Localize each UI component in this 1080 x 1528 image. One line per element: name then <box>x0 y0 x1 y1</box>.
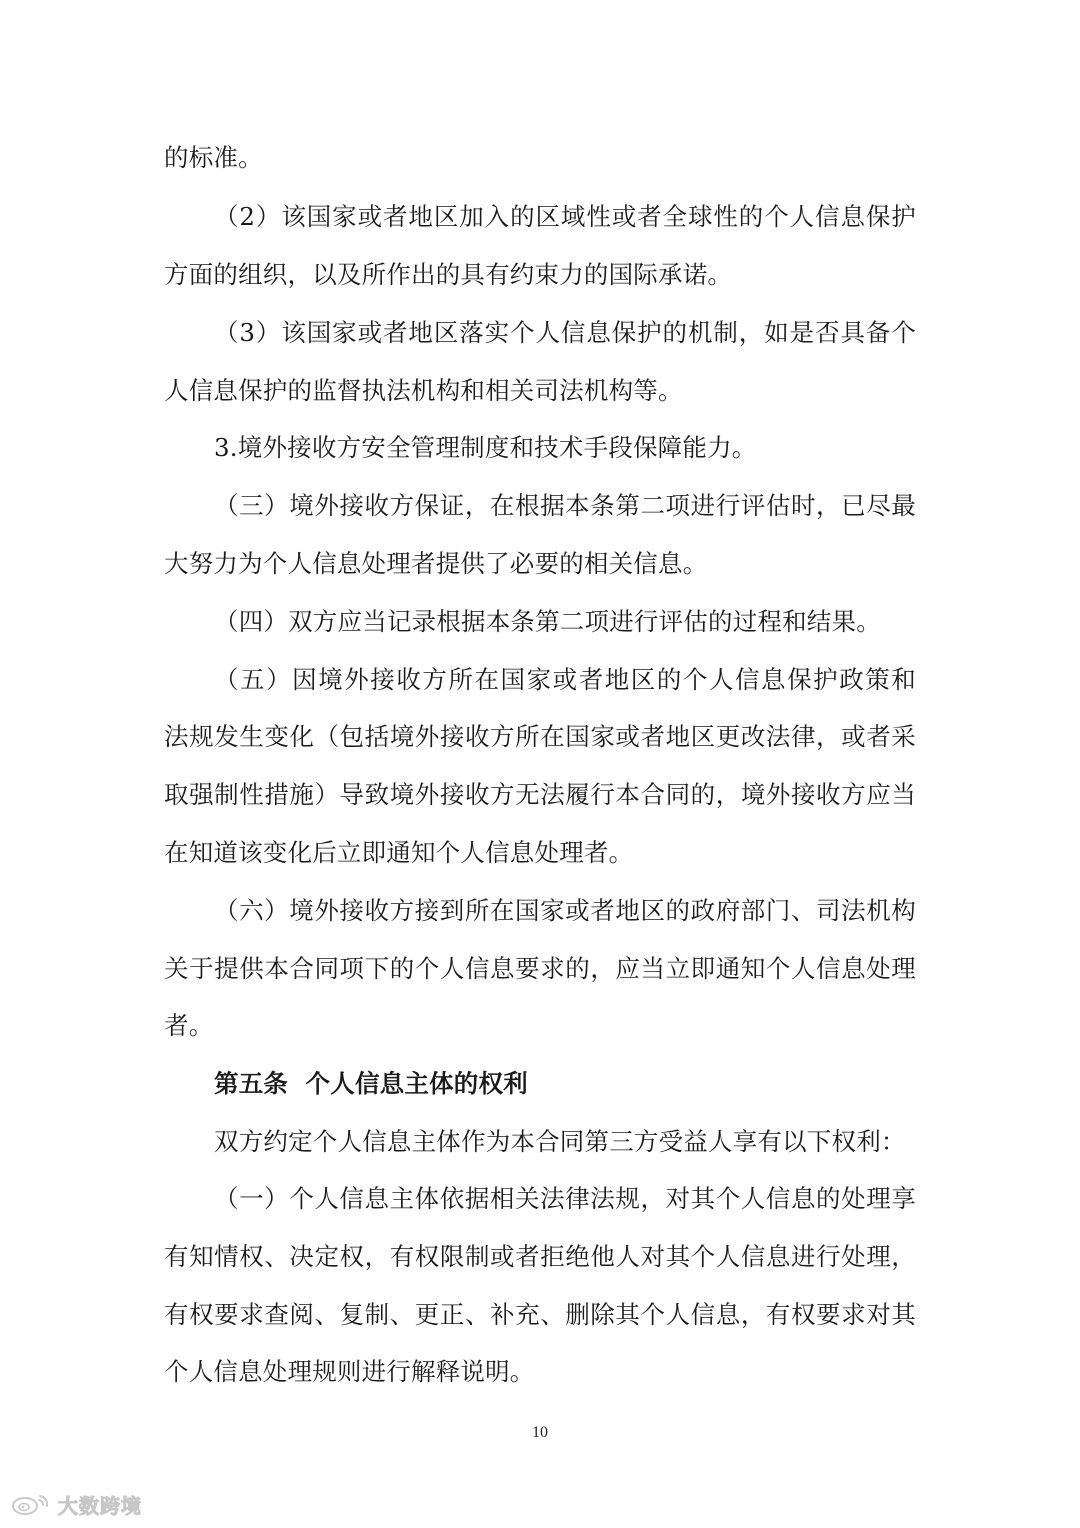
paragraph-line: （3）该国家或者地区落实个人信息保护的机制，如是否具备个 <box>214 318 916 347</box>
section-heading: 第五条 个人信息主体的权利 <box>214 1069 528 1098</box>
paragraph-line: 取强制性措施）导致境外接收方无法履行本合同的，境外接收方应当 <box>164 780 916 809</box>
paragraph-line: （三）境外接收方保证，在根据本条第二项进行评估时，已尽最 <box>214 491 916 520</box>
watermark <box>10 1488 142 1520</box>
paragraph-line: 个人信息处理规则进行解释说明。 <box>164 1357 535 1386</box>
watermark-text: 大数跨境 <box>58 1493 142 1518</box>
paragraph-line: 的标准。 <box>164 143 263 172</box>
paragraph-line: （一）个人信息主体依据相关法律法规，对其个人信息的处理享 <box>214 1184 916 1213</box>
paragraph-line: 3.境外接收方安全管理制度和技术手段保障能力。 <box>214 433 757 462</box>
paragraph-line: 在知道该变化后立即通知个人信息处理者。 <box>164 838 634 867</box>
paragraph-line: 者。 <box>164 1011 214 1040</box>
page-number: 10 <box>532 1424 548 1441</box>
weibo-logo-icon <box>10 1492 52 1516</box>
paragraph-line: 关于提供本合同项下的个人信息要求的，应当立即通知个人信息处理 <box>164 954 916 983</box>
paragraph-line: （五）因境外接收方所在国家或者地区的个人信息保护政策和 <box>214 665 916 694</box>
paragraph-line: 方面的组织，以及所作出的具有约束力的国际承诺。 <box>164 260 733 289</box>
paragraph-line: 双方约定个人信息主体作为本合同第三方受益人享有以下权利： <box>214 1127 906 1156</box>
paragraph-line: 人信息保护的监督执法机构和相关司法机构等。 <box>164 376 683 405</box>
paragraph-line: （2）该国家或者地区加入的区域性或者全球性的个人信息保护 <box>214 202 916 231</box>
paragraph-line: 有知情权、决定权，有权限制或者拒绝他人对其个人信息进行处理， <box>164 1242 916 1271</box>
paragraph-line: （四）双方应当记录根据本条第二项进行评估的过程和结果。 <box>214 607 881 636</box>
paragraph-line: 大努力为个人信息处理者提供了必要的相关信息。 <box>164 549 708 578</box>
paragraph-line: 有权要求查阅、复制、更正、补充、删除其个人信息，有权要求对其 <box>164 1300 916 1329</box>
paragraph-line: （六）境外接收方接到所在国家或者地区的政府部门、司法机构 <box>214 896 916 925</box>
paragraph-line: 法规发生变化（包括境外接收方所在国家或者地区更改法律，或者采 <box>164 722 916 751</box>
